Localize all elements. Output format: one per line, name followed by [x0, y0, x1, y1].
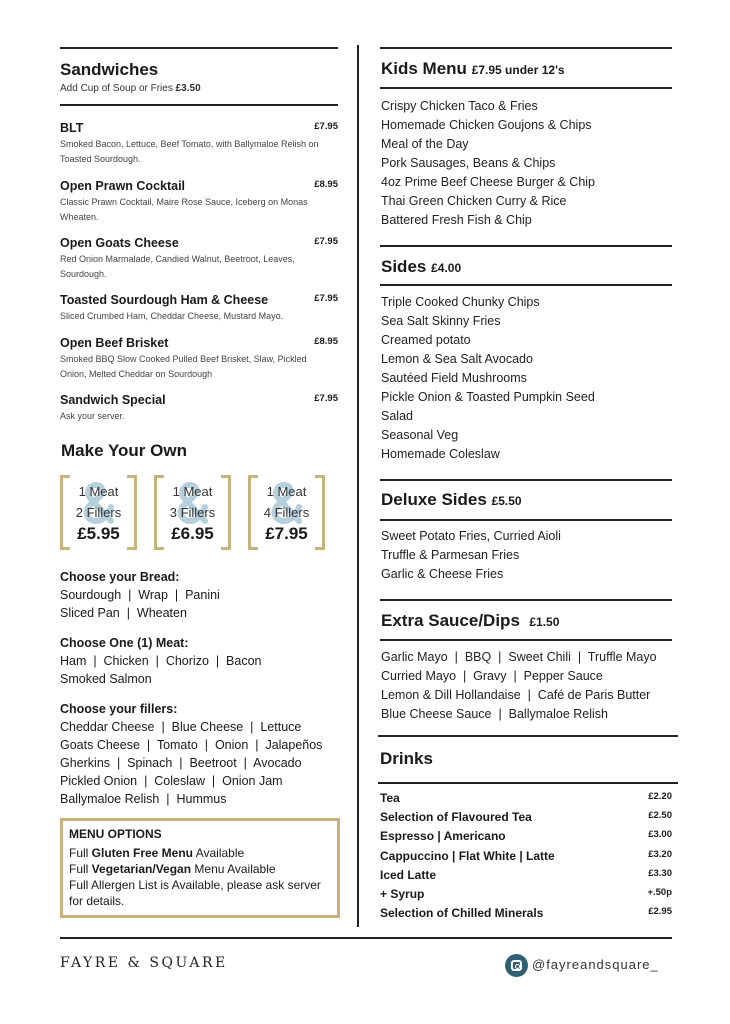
divider [380, 519, 672, 521]
kids-list [381, 97, 595, 230]
divider [378, 735, 678, 737]
vegan-line: Full Vegetarian/Vegan Menu Available [69, 862, 276, 876]
fillers-line: Cheddar Cheese | Blue Cheese | Lettuce [60, 720, 302, 734]
kids-item: Crispy Chicken Taco & Fries [381, 99, 538, 113]
divider [380, 47, 672, 49]
drink-item [380, 887, 672, 906]
meat-line: Ham | Chicken | Chorizo | Bacon [60, 654, 262, 668]
drink-price: £3.00 [648, 829, 672, 841]
sides-item: Pickle Onion & Toasted Pumpkin Seed [381, 390, 595, 404]
brand-logo: FAYRE & SQUARE [60, 955, 228, 971]
drink-price: +.50p [647, 887, 672, 898]
item-price: £8.95 [314, 179, 338, 190]
kids-item: Meal of the Day [381, 137, 469, 151]
divider [380, 479, 672, 481]
sauces-item: Garlic Mayo | BBQ | Sweet Chili | Truffle Mayo [381, 650, 657, 664]
sides-item: Sea Salt Skinny Fries [381, 314, 501, 328]
sauces-price: £1.50 [529, 615, 560, 629]
allergen-line: Full Allergen List is Available, please ask server for details. [69, 878, 321, 908]
bread-title: Choose your Bread: [60, 570, 180, 584]
sauces-item: Blue Cheese Sauce | Ballymaloe Relish [381, 707, 608, 721]
drink-name: Selection of Chilled Minerals [380, 906, 544, 921]
kids-note: £7.95 under 12's [471, 63, 565, 77]
make-your-own-option [154, 475, 231, 550]
fillers-title: Choose your fillers: [60, 702, 178, 716]
item-name: Sandwich Special [60, 393, 166, 407]
kids-item: Pork Sausages, Beans & Chips [381, 156, 556, 170]
make-your-own-option [60, 475, 137, 550]
item-desc: Classic Prawn Cocktail, Maire Rose Sauce, Iceberg on Monas Wheaten. [60, 197, 308, 222]
fillers-line: Pickled Onion | Coleslaw | Onion Jam [60, 774, 283, 788]
item-price: £7.95 [314, 393, 338, 404]
item-desc: Smoked Bacon, Lettuce, Beef Tomato, with Ballymaloe Relish on Toasted Sourdough. [60, 139, 319, 164]
gluten-free-line: Full Gluten Free Menu Available [69, 846, 245, 860]
drink-name: Tea [380, 791, 400, 805]
divider [380, 639, 672, 641]
deluxe-item: Truffle & Parmesan Fries [381, 548, 520, 562]
drink-price: £3.20 [648, 848, 672, 860]
option-meat: 1 Meat [172, 484, 213, 499]
option-price: £5.95 [77, 524, 120, 543]
option-price: £7.95 [265, 524, 308, 543]
sauces-item: Curried Mayo | Gravy | Pepper Sauce [381, 669, 603, 683]
sandwich-item [60, 393, 338, 424]
drink-item [380, 791, 672, 810]
item-name: Toasted Sourdough Ham & Cheese [60, 293, 269, 307]
sauces-item: Lemon & Dill Hollandaise | Café de Paris Butter [381, 688, 651, 702]
sides-title: Sides £4.00 [381, 257, 462, 276]
sides-item: Salad [381, 409, 413, 423]
divider [60, 104, 338, 106]
drink-item [380, 829, 672, 848]
item-name: BLT [60, 121, 84, 135]
kids-item: Homemade Chicken Goujons & Chips [381, 118, 592, 132]
fillers-line: Ballymaloe Relish | Hummus [60, 792, 227, 806]
sandwich-item [60, 121, 338, 167]
fillers-line: Goats Cheese | Tomato | Onion | Jalapeños [60, 738, 323, 752]
sides-item: Triple Cooked Chunky Chips [381, 295, 540, 309]
footer-divider [60, 937, 672, 939]
sides-item: Seasonal Veg [381, 428, 459, 442]
subtitle-text: Add Cup of Soup or Fries [60, 83, 176, 94]
drink-name: Espresso | Americano [380, 829, 506, 844]
kids-item: 4oz Prime Beef Cheese Burger & Chip [381, 175, 595, 189]
sauces-list [381, 648, 657, 724]
bread-line: Sliced Pan | Wheaten [60, 606, 187, 620]
sandwich-item [60, 179, 338, 225]
drink-name: Cappuccino | Flat White | Latte [380, 848, 555, 863]
drink-price: £2.95 [648, 906, 672, 918]
kids-title: Kids Menu £7.95 under 12's [381, 59, 565, 78]
option-price: £6.95 [171, 524, 214, 543]
sandwich-item [60, 293, 338, 324]
item-desc: Red Onion Marmalade, Candied Walnut, Beetroot, Leaves, Sourdough. [60, 254, 295, 279]
divider [380, 284, 672, 286]
sides-item: Lemon & Sea Salt Avocado [381, 352, 533, 366]
option-fillers: 2 Fillers [75, 505, 122, 520]
make-your-own-option [248, 475, 325, 550]
drink-name: Selection of Flavoured Tea [380, 810, 532, 825]
kids-item: Battered Fresh Fish & Chip [381, 213, 532, 227]
drink-price: £3.30 [648, 867, 672, 879]
sides-price: £4.00 [431, 261, 462, 275]
option-meat: 1 Meat [266, 484, 307, 499]
divider [380, 245, 672, 247]
meat-title: Choose One (1) Meat: [60, 636, 189, 650]
sandwich-item [60, 236, 338, 282]
item-name: Open Prawn Cocktail [60, 179, 186, 193]
divider [380, 87, 672, 89]
sides-list [381, 293, 595, 464]
sandwiches-title: Sandwiches [60, 60, 159, 79]
menu-options-box [60, 818, 340, 918]
deluxe-title: Deluxe Sides £5.50 [381, 490, 522, 509]
divider [380, 599, 672, 601]
drink-item [380, 810, 672, 829]
option-fillers: 4 Fillers [263, 505, 310, 520]
item-price: £7.95 [314, 236, 338, 247]
subtitle-price: £3.50 [175, 83, 201, 94]
item-desc: Smoked BBQ Slow Cooked Pulled Beef Brisket, Slaw, Pickled Onion, Melted Cheddar on Sourdough [60, 354, 307, 379]
instagram-handle[interactable]: @fayreandsquare_ [532, 957, 659, 972]
bread-section [60, 568, 220, 622]
bread-line: Sourdough | Wrap | Panini [60, 588, 220, 602]
deluxe-item: Garlic & Cheese Fries [381, 567, 504, 581]
instagram-icon[interactable] [505, 954, 528, 977]
sides-item: Sautéed Field Mushrooms [381, 371, 527, 385]
sandwiches-subtitle [60, 83, 201, 94]
fillers-line: Gherkins | Spinach | Beetroot | Avocado [60, 756, 302, 770]
make-your-own-title: Make Your Own [61, 441, 187, 460]
fillers-section [60, 700, 322, 808]
item-price: £7.95 [314, 293, 338, 304]
option-meat: 1 Meat [78, 484, 119, 499]
meat-line: Smoked Salmon [60, 672, 152, 686]
drink-item [380, 849, 672, 868]
drink-name: Iced Latte [380, 867, 437, 882]
kids-item: Thai Green Chicken Curry & Rice [381, 194, 567, 208]
option-fillers: 3 Fillers [169, 505, 216, 520]
drink-item [380, 906, 672, 925]
item-price: £8.95 [314, 336, 338, 347]
sides-item: Creamed potato [381, 333, 471, 347]
divider [378, 782, 678, 784]
item-name: Open Goats Cheese [60, 236, 179, 250]
item-name: Open Beef Brisket [60, 336, 169, 350]
deluxe-price: £5.50 [491, 494, 522, 508]
item-price: £7.95 [314, 121, 338, 132]
sauces-title: Extra Sauce/Dips £1.50 [381, 611, 560, 630]
divider [60, 47, 338, 49]
drink-price: £2.50 [648, 810, 672, 822]
drink-name: + Syrup [380, 887, 425, 901]
meat-section [60, 634, 261, 688]
drink-item [380, 868, 672, 887]
sandwich-item [60, 336, 338, 382]
deluxe-item: Sweet Potato Fries, Curried Aioli [381, 529, 561, 543]
drinks-title: Drinks [380, 749, 433, 768]
sides-item: Homemade Coleslaw [381, 447, 500, 461]
deluxe-list [381, 527, 561, 584]
menu-options-title: MENU OPTIONS [69, 827, 162, 841]
item-desc: Ask your server. [60, 411, 125, 421]
column-divider [357, 45, 359, 927]
drink-price: £2.20 [648, 791, 672, 802]
item-desc: Sliced Crumbed Ham, Cheddar Cheese, Mustard Mayo. [60, 311, 284, 321]
